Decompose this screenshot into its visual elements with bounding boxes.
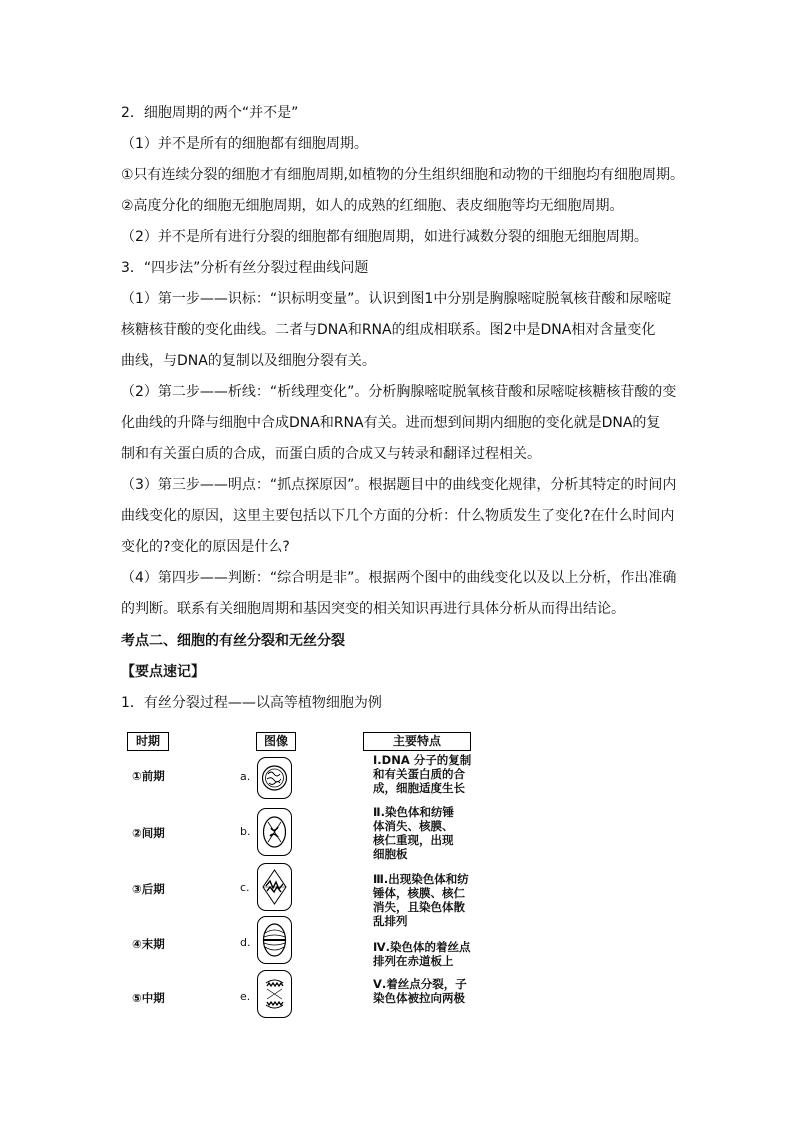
paragraph: 变化的?变化的原因是什么? — [121, 539, 290, 555]
heading-four-step: 3．“四步法”分析有丝分裂过程曲线问题 — [121, 260, 369, 276]
paragraph: ②高度分化的细胞无细胞周期，如人的成熟的红细胞、表皮细胞等均无细胞周期。 — [121, 198, 624, 214]
period-label: ③后期 — [132, 882, 165, 896]
paragraph: （3）第三步——明点：“抓点探原因”。根据题目中的曲线变化规律，分析其特定的时间内 — [121, 477, 677, 493]
paragraph: 制和有关蛋白质的合成，而蛋白质的合成又与转录和翻译过程相关。 — [121, 446, 541, 462]
header-image: 图像 — [256, 732, 296, 751]
feature-iv: Ⅳ.染色体的着丝点 排列在赤道板上 — [373, 940, 471, 968]
header-features: 主要特点 — [363, 732, 471, 751]
paragraph: 曲线，与DNA的复制以及细胞分裂有关。 — [121, 353, 376, 369]
paragraph: （2）第二步——析线：“析线理变化”。分析胸腺嘧啶脱氧核苷酸和尿嘧啶核糖核苷酸的变 — [121, 384, 677, 400]
paragraph: （4）第四步——判断：“综合明是非”。根据两个图中的曲线变化以及以上分析，作出准确 — [121, 570, 677, 586]
cell-image-c — [257, 863, 292, 911]
cell-image-e — [257, 970, 292, 1018]
paragraph: （2）并不是所有进行分裂的细胞都有细胞周期，如进行减数分裂的细胞无细胞周期。 — [121, 229, 648, 245]
heading-two-notes: 2．细胞周期的两个“并不是” — [121, 105, 299, 121]
image-letter: d. — [240, 936, 251, 949]
image-letter: c. — [240, 881, 250, 894]
section-title: 考点二、细胞的有丝分裂和无丝分裂 — [121, 633, 345, 649]
paragraph: 核糖核苷酸的变化曲线。二者与DNA和RNA的组成相联系。图2中是DNA相对含量变化 — [121, 322, 656, 338]
paragraph: ①只有连续分裂的细胞才有细胞周期,如植物的分生组织细胞和动物的干细胞均有细胞周期。 — [121, 167, 684, 183]
paragraph: （1）并不是所有的细胞都有细胞周期。 — [121, 136, 368, 152]
header-period: 时期 — [127, 732, 169, 751]
paragraph: 曲线变化的原因，这里主要包括以下几个方面的分析：什么物质发生了变化?在什么时间内 — [121, 508, 675, 524]
feature-i: Ⅰ.DNA 分子的复制 和有关蛋白质的合 成，细胞适度生长 — [373, 753, 472, 795]
image-letter: a. — [240, 770, 251, 783]
period-label: ④末期 — [132, 937, 165, 951]
cell-image-b — [257, 808, 292, 856]
cell-image-d — [257, 916, 292, 964]
paragraph: 化曲线的升降与细胞中合成DNA和RNA有关。进而想到间期内细胞的变化就是DNA的复 — [121, 415, 661, 431]
paragraph: 的判断。联系有关细胞周期和基因突变的相关知识再进行具体分析从而得出结论。 — [121, 601, 625, 617]
period-label: ②间期 — [132, 826, 165, 840]
item-title: 1．有丝分裂过程——以高等植物细胞为例 — [121, 695, 382, 711]
feature-v: Ⅴ.着丝点分裂，子 染色体被拉向两极 — [373, 977, 467, 1005]
paragraph: （1）第一步——识标：“识标明变量”。认识到图1中分别是胸腺嘧啶脱氧核苷酸和尿嘧啶 — [121, 291, 672, 307]
feature-iii: Ⅲ.出现染色体和纺 锤体，核膜、核仁 消失，且染色体散 乱排列 — [373, 872, 469, 928]
image-letter: b. — [240, 825, 251, 838]
period-label: ①前期 — [132, 769, 165, 783]
bracket-title: 【要点速记】 — [121, 664, 205, 680]
period-label: ⑤中期 — [132, 991, 165, 1005]
cell-image-a — [257, 757, 292, 799]
feature-ii: Ⅱ.染色体和纺锤 体消失、核膜、 核仁重现，出现 细胞板 — [373, 805, 454, 861]
image-letter: e. — [240, 990, 251, 1003]
